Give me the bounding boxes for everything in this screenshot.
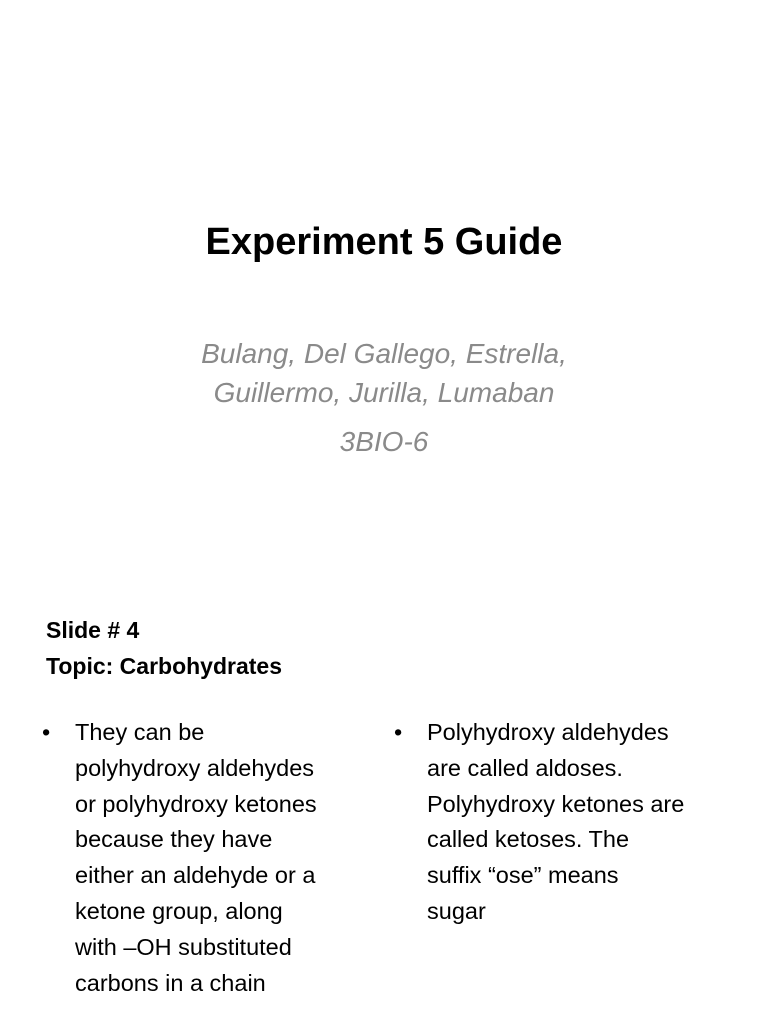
slide-heading bbox=[46, 612, 282, 684]
left-column bbox=[42, 715, 372, 1001]
bullet-item-left bbox=[42, 715, 372, 1001]
bullet-line: either an aldehyde or a bbox=[75, 862, 316, 889]
authors-line-2: Guillermo, Jurilla, Lumaban bbox=[213, 377, 555, 408]
bullet-text-left bbox=[75, 715, 372, 1001]
bullet-text-right bbox=[427, 715, 734, 930]
bullet-icon: • bbox=[42, 719, 51, 745]
presentation-title: Experiment 5 Guide bbox=[205, 221, 563, 263]
slide-number: Slide # 4 bbox=[46, 617, 140, 643]
bullet-line: with –OH substituted bbox=[75, 933, 292, 960]
bullet-line: Polyhydroxy aldehydes bbox=[427, 719, 669, 745]
bullet-line: carbons in a chain bbox=[75, 969, 266, 996]
bullet-line: are called aldoses. bbox=[427, 754, 623, 781]
bullet-line: polyhydroxy aldehydes bbox=[75, 754, 315, 781]
bullet-icon: • bbox=[394, 719, 403, 745]
section-label: 3BIO-6 bbox=[339, 426, 429, 457]
authors-list bbox=[0, 334, 768, 412]
bullet-line: sugar bbox=[427, 897, 486, 924]
slide-topic: Topic: Carbohydrates bbox=[46, 653, 282, 679]
bullet-line: Polyhydroxy ketones are bbox=[427, 790, 685, 817]
bullet-line: They can be bbox=[75, 719, 205, 745]
bullet-line: suffix “ose” means bbox=[427, 862, 619, 889]
bullet-item-right bbox=[394, 715, 734, 930]
bullet-line: called ketoses. The bbox=[427, 826, 630, 853]
bullet-line: or polyhydroxy ketones bbox=[75, 790, 317, 817]
content-slide bbox=[0, 576, 768, 1024]
bullet-line: because they have bbox=[75, 826, 273, 853]
bullet-line: ketone group, along bbox=[75, 897, 283, 924]
authors-line-1: Bulang, Del Gallego, Estrella, bbox=[201, 338, 567, 369]
right-column bbox=[394, 715, 734, 930]
